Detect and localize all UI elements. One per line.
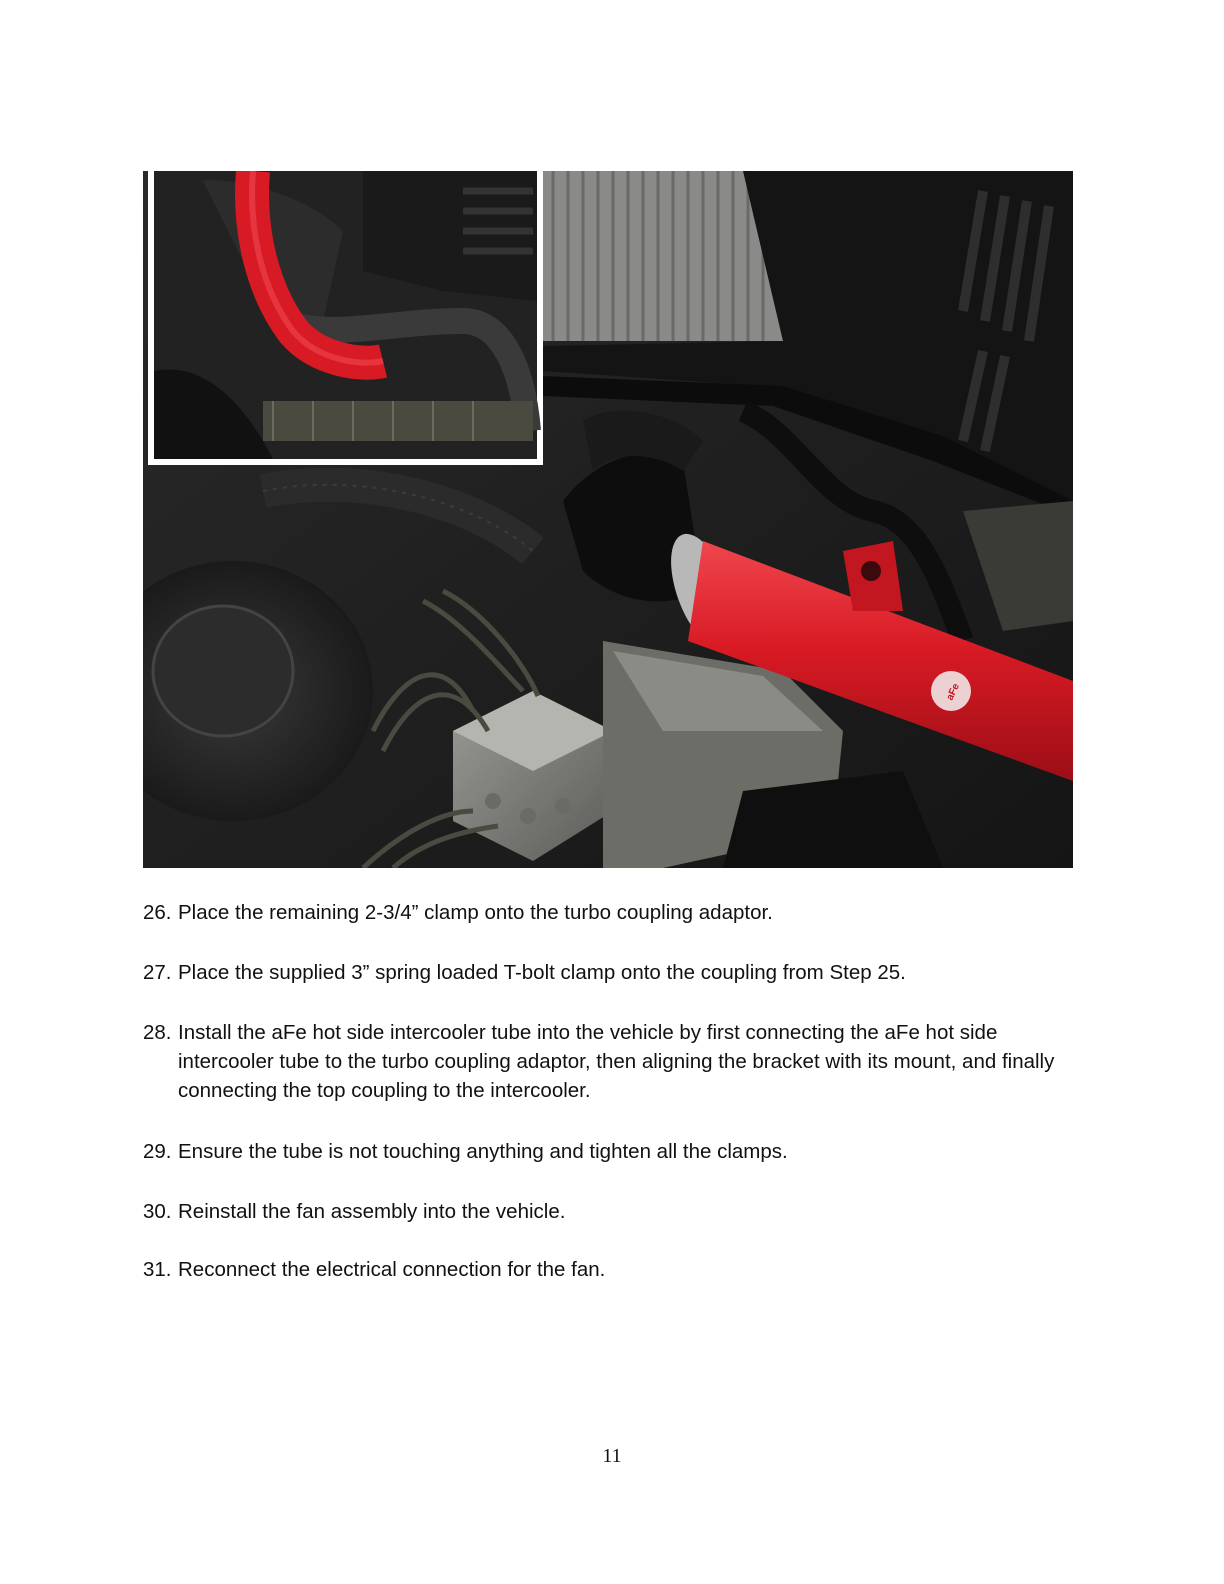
intercooler-core	[543, 171, 783, 341]
step-number: 31.	[143, 1258, 172, 1281]
step-item	[143, 898, 1083, 927]
step-item	[143, 958, 1083, 987]
step-text: Reinstall the fan assembly into the vehicle.	[178, 1200, 566, 1223]
step-item	[143, 1197, 1083, 1226]
step-text: Reconnect the electrical connection for the fan.	[178, 1258, 606, 1281]
step-number: 28.	[143, 1021, 172, 1044]
svg-text:aFe: aFe	[944, 681, 962, 703]
step-number: 27.	[143, 961, 172, 984]
step-item	[143, 1018, 1083, 1105]
step-text: Place the supplied 3” spring loaded T-bolt clamp onto the coupling from Step 25.	[178, 961, 906, 984]
step-text: Place the remaining 2-3/4” clamp onto the turbo coupling adaptor.	[178, 901, 773, 924]
inset-photo	[148, 171, 543, 465]
step-number: 30.	[143, 1200, 172, 1223]
step-text: Install the aFe hot side intercooler tube into the vehicle by first connecting the aFe hot side intercooler tube to the turbo coupling adaptor, then aligning the bracket with its mount, and finally connecting the top coupling to the intercooler.	[178, 1021, 1055, 1102]
page-number: 11	[602, 1445, 622, 1467]
step-number: 29.	[143, 1140, 172, 1163]
step-text: Ensure the tube is not touching anything and tighten all the clamps.	[178, 1140, 788, 1163]
step-item	[143, 1137, 1083, 1166]
step-item	[143, 1255, 1083, 1284]
step-number: 26.	[143, 901, 172, 924]
engine-bay-photo	[143, 171, 1073, 868]
